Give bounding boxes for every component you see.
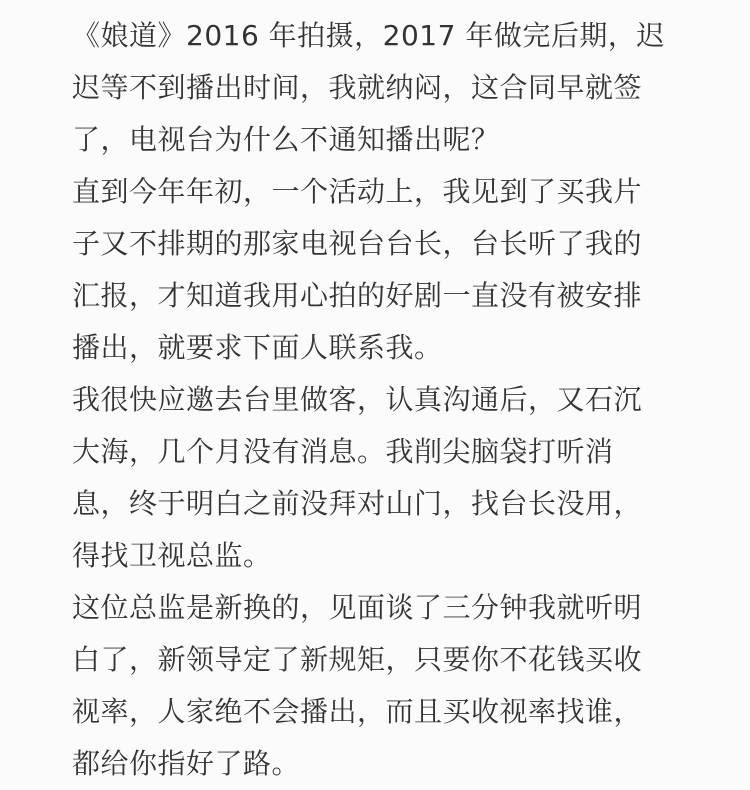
text-line: 子又不排期的那家电视台台长，台长听了我的 [72, 227, 643, 260]
article-body [72, 10, 712, 790]
text-line: 迟等不到播出时间，我就纳闷，这合同早就签 [72, 71, 643, 104]
text-line: 我很快应邀去台里做客，认真沟通后，又石沉 [72, 383, 643, 416]
text-line: 了，电视台为什么不通知播出呢？ [72, 123, 500, 156]
text-line: 视率，人家绝不会播出，而且买收视率找谁， [72, 695, 643, 728]
text-line: 得找卫视总监。 [72, 539, 272, 572]
text-line: 息，终于明白之前没拜对山门，找台长没用， [72, 487, 643, 520]
text-line: 直到今年年初，一个活动上，我见到了买我片 [72, 175, 643, 208]
text-line: 这位总监是新换的，见面谈了三分钟我就听明 [72, 591, 643, 624]
text-line: 白了，新领导定了新规矩，只要你不花钱买收 [72, 643, 643, 676]
text-line: 大海，几个月没有消息。我削尖脑袋打听消 [72, 435, 614, 468]
text-line: 《娘道》2016 年拍摄，2017 年做完后期，迟 [72, 19, 665, 52]
text-line: 汇报，才知道我用心拍的好剧一直没有被安排 [72, 279, 643, 312]
text-line: 播出，就要求下面人联系我。 [72, 331, 443, 364]
text-line: 都给你指好了路。 [72, 747, 301, 780]
